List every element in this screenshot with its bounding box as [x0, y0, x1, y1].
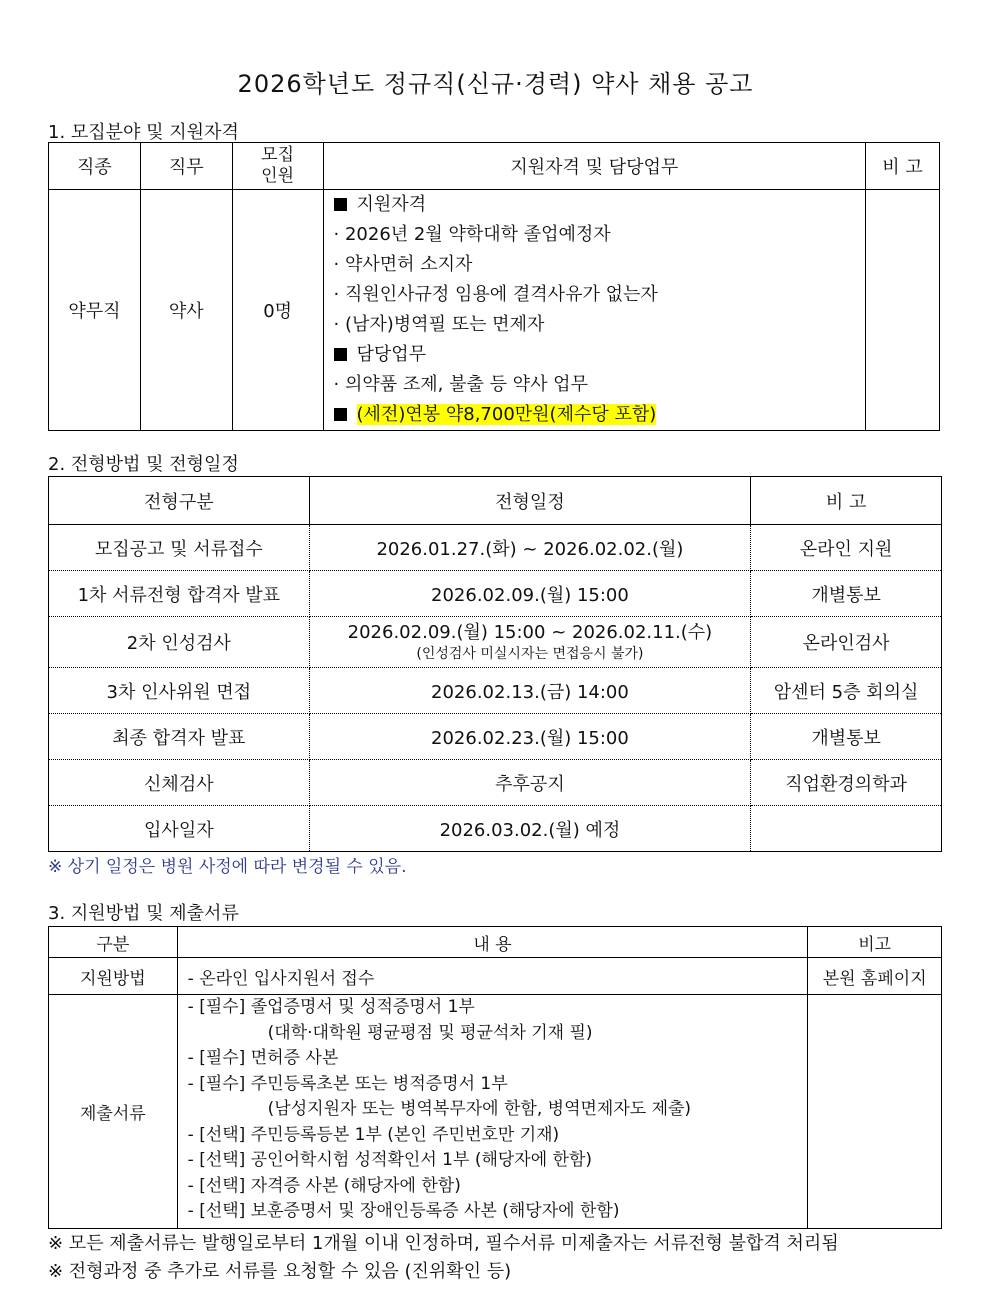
qualification-item: · 직원인사규정 임용에 결격사유가 없는자	[333, 284, 658, 305]
header-duty: 직무	[140, 143, 232, 190]
list-item: - [필수] 주민등록초본 또는 병적증명서 1부	[187, 1073, 508, 1094]
cell-job-type: 약무직	[49, 190, 141, 431]
table-row	[49, 617, 942, 668]
stage-cell: 2차 인성검사	[49, 617, 310, 668]
duties-title: 담당업무	[334, 340, 860, 370]
header-note: 비 고	[751, 477, 942, 525]
note-cell	[751, 806, 942, 852]
section3-heading: 3. 지원방법 및 제출서류	[48, 903, 239, 924]
header-category: 구분	[49, 927, 178, 958]
note-cell: 개별통보	[751, 714, 942, 760]
schedule-table	[48, 476, 942, 852]
page-title: 2026학년도 정규직(신규·경력) 약사 채용 공고	[237, 70, 754, 98]
cell-note	[866, 190, 940, 431]
cell-qualification	[323, 190, 866, 431]
square-bullet-icon	[334, 348, 347, 361]
duty-item: · 의약품 조제, 불출 등 약사 업무	[333, 374, 588, 395]
schedule-main: 2026.02.09.(월) 15:00 ~ 2026.02.11.(수)	[347, 622, 713, 643]
note-cell: 개별통보	[751, 571, 942, 617]
note-cell: 온라인검사	[751, 617, 942, 668]
list-item: (대학·대학원 평균평점 및 평균석차 기재 필)	[267, 1022, 593, 1043]
documents-list	[177, 995, 808, 1229]
salary-highlight: (세전)연봉 약8,700만원(제수당 포함)	[356, 404, 657, 425]
recruitment-table	[48, 142, 940, 431]
method-label: 지원방법	[49, 958, 178, 995]
table-row	[49, 995, 942, 1229]
table-row	[49, 571, 942, 617]
header-recruit-count	[232, 143, 323, 190]
schedule-cell: 2026.03.02.(월) 예정	[309, 806, 751, 852]
header-job-type: 직종	[49, 143, 141, 190]
section1-heading: 1. 모집분야 및 지원자격	[48, 122, 239, 143]
schedule-cell: 2026.02.23.(월) 15:00	[309, 714, 751, 760]
schedule-cell: 2026.02.09.(월) 15:00	[309, 571, 751, 617]
note-cell: 암센터 5층 회의실	[751, 668, 942, 714]
header-qualification: 지원자격 및 담당업무	[323, 143, 866, 190]
table-row	[49, 806, 942, 852]
list-item: - [선택] 보훈증명서 및 장애인등록증 사본 (해당자에 한함)	[187, 1201, 620, 1221]
footnote: ※ 모든 제출서류는 발행일로부터 1개월 이내 인정하며, 필수서류 미제출자는 서류전형 불합격 처리됨	[48, 1233, 839, 1254]
list-item: - [선택] 주민등록등본 1부 (본인 주민번호만 기재)	[187, 1124, 560, 1145]
documents-label: 제출서류	[49, 995, 178, 1229]
stage-cell: 최종 합격자 발표	[49, 714, 310, 760]
footnote: ※ 전형과정 중 추가로 서류를 요청할 수 있음 (진위확인 등)	[48, 1261, 512, 1282]
qualification-item: · 2026년 2월 약학대학 졸업예정자	[333, 224, 611, 245]
list-item: - [선택] 공인어학시험 성적확인서 1부 (해당자에 한함)	[187, 1150, 593, 1170]
stage-cell: 입사일자	[49, 806, 310, 852]
table-row	[49, 714, 942, 760]
note-cell: 직업환경의학과	[751, 760, 942, 806]
header-schedule: 전형일정	[309, 477, 751, 525]
table-row	[49, 668, 942, 714]
table-row	[49, 525, 942, 571]
header-note: 비 고	[866, 143, 940, 190]
stage-cell: 신체검사	[49, 760, 310, 806]
square-bullet-icon	[334, 408, 347, 421]
header-note: 비고	[808, 927, 942, 958]
cell-count: 0명	[232, 190, 323, 431]
list-item: - [필수] 면허증 사본	[187, 1048, 339, 1068]
square-bullet-icon	[334, 198, 347, 211]
schedule-note: ※ 상기 일정은 병원 사정에 따라 변경될 수 있음.	[48, 857, 407, 877]
qualification-title: 지원자격	[334, 190, 860, 220]
documents-table	[48, 926, 942, 1229]
qualification-item: · 약사면허 소지자	[333, 254, 473, 275]
list-item: (남성지원자 또는 병역복무자에 한함, 병역면제자도 제출)	[267, 1099, 692, 1119]
stage-cell: 1차 서류전형 합격자 발표	[49, 571, 310, 617]
schedule-cell: 추후공지	[309, 760, 751, 806]
cell-duty: 약사	[140, 190, 232, 431]
table-row	[49, 958, 942, 995]
schedule-subnote: (인성검사 미실시자는 면접응시 불가)	[416, 646, 644, 662]
note-cell: 온라인 지원	[751, 525, 942, 571]
section2-heading: 2. 전형방법 및 전형일정	[48, 454, 239, 475]
header-content: 내 용	[177, 927, 808, 958]
stage-cell: 모집공고 및 서류접수	[49, 525, 310, 571]
header-recruit-line1: 모집	[261, 145, 295, 165]
list-item: - [필수] 졸업증명서 및 성적증명서 1부	[187, 997, 475, 1017]
schedule-cell: 2026.02.13.(금) 14:00	[309, 668, 751, 714]
method-note: 본원 홈페이지	[808, 958, 942, 995]
header-stage: 전형구분	[49, 477, 310, 525]
documents-note	[808, 995, 942, 1229]
salary-line	[334, 400, 860, 430]
method-content: - 온라인 입사지원서 접수	[177, 958, 808, 995]
stage-cell: 3차 인사위원 면접	[49, 668, 310, 714]
schedule-cell: 2026.01.27.(화) ~ 2026.02.02.(월)	[309, 525, 751, 571]
list-item: - [선택] 자격증 사본 (해당자에 한함)	[187, 1175, 461, 1196]
qualification-item: · (남자)병역필 또는 면제자	[333, 314, 545, 335]
header-recruit-line2: 인원	[261, 166, 295, 186]
table-row	[49, 760, 942, 806]
schedule-cell	[309, 617, 751, 668]
